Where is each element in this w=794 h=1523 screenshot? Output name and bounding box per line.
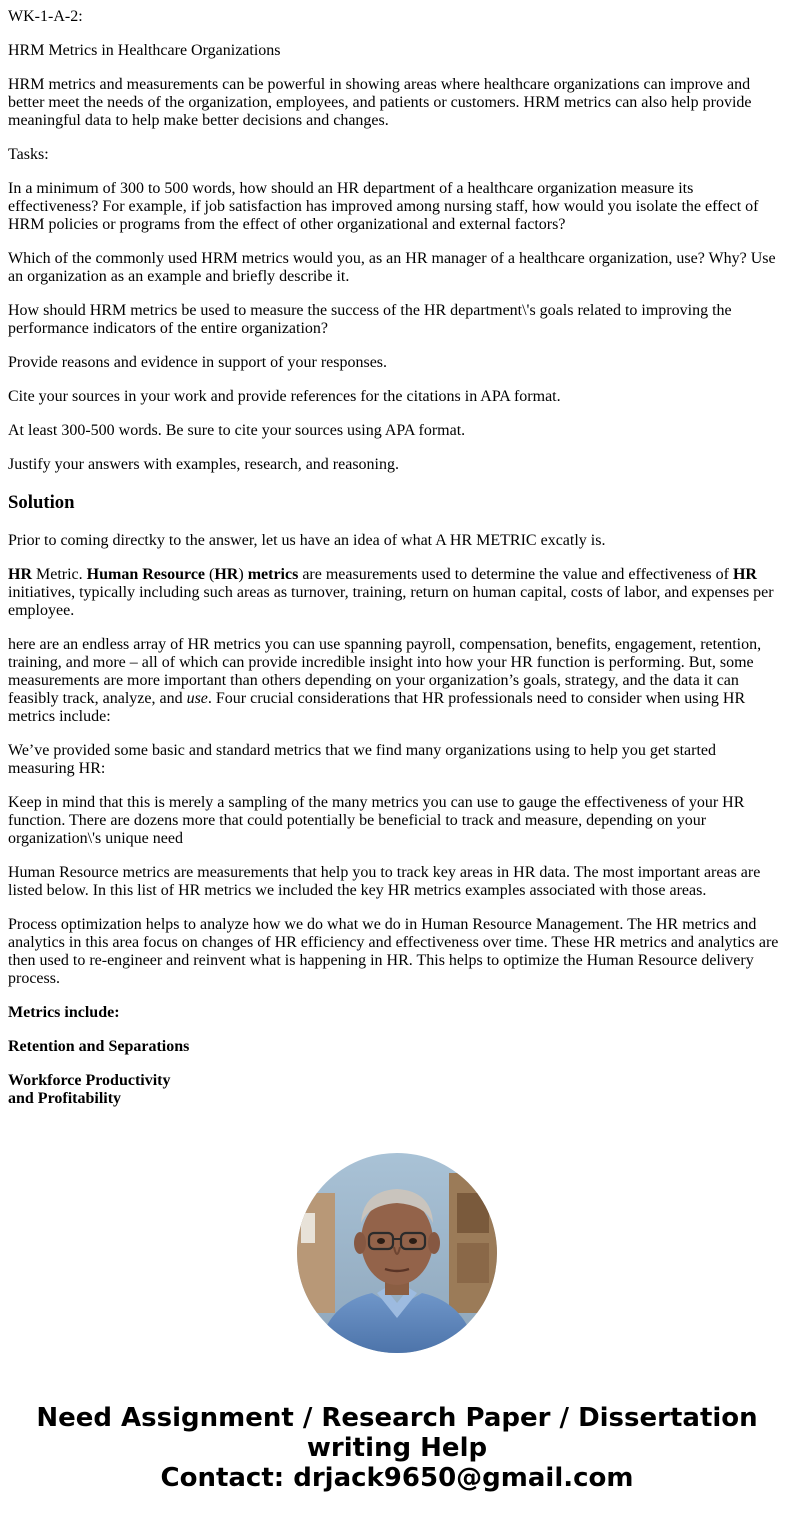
def-bold-3: HR xyxy=(214,566,239,583)
task-item: Which of the commonly used HRM metrics would you, as an HR manager of a healthcare organization, use? Why? Use an organization as an example and briefly describe it. xyxy=(8,250,776,285)
hr-metric-definition xyxy=(8,566,786,620)
def-bold-1: HR xyxy=(8,566,32,583)
def-text-4: are measurements used to determine the value and effectiveness of xyxy=(298,566,733,583)
task-item: At least 300-500 words. Be sure to cite your sources using APA format. xyxy=(8,422,466,439)
intro-paragraph: HRM metrics and measurements can be powerful in showing areas where healthcare organizations can improve and better meet the needs of the organization, employees, and patients or customers. HRM metrics can also help provide meaningful data to help make better decisions and changes. xyxy=(8,76,752,129)
basic-metrics-paragraph: We’ve provided some basic and standard metrics that we find many organizations using to help you get started measuring HR: xyxy=(8,742,717,777)
metrics-array-paragraph xyxy=(8,636,786,726)
array-text-emphasis: use xyxy=(186,690,208,707)
avatar-portrait xyxy=(297,1153,497,1353)
hr-metrics-paragraph: Human Resource metrics are measurements that help you to track key areas in HR data. The most important areas are listed below. In this list of HR metrics we included the key HR metrics examples associated with those areas. xyxy=(8,864,761,899)
footer-contact: Contact: drjack9650@gmail.com xyxy=(160,1463,634,1493)
task-item: In a minimum of 300 to 500 words, how should an HR department of a healthcare organization measure its effectiveness? For example, if job satisfaction has improved among nursing staff, how would you isolate the effect of HRM policies or programs from the effect of other organizational and external factors? xyxy=(8,180,759,233)
workforce-label: Workforce Productivity and Profitability xyxy=(8,1072,171,1107)
task-item: Justify your answers with examples, research, and reasoning. xyxy=(8,456,399,473)
def-bold-2: Human Resource xyxy=(86,566,206,583)
def-text-2: ( xyxy=(205,566,215,583)
footer-line-1: Need Assignment / Research Paper / Dissertation xyxy=(36,1403,758,1433)
footer-line-2: writing Help xyxy=(306,1433,488,1463)
solution-intro: Prior to coming directky to the answer, let us have an idea of what A HR METRIC excatly is. xyxy=(8,532,606,549)
task-item: Provide reasons and evidence in support of your responses. xyxy=(8,354,388,371)
assignment-code: WK-1-A-2: xyxy=(8,8,83,25)
tasks-label: Tasks: xyxy=(8,146,49,163)
metrics-include-label: Metrics include: xyxy=(8,1004,120,1021)
keep-in-mind-paragraph: Keep in mind that this is merely a sampling of the many metrics you can use to gauge the effectiveness of your HR function. There are dozens more that could potentially be beneficial to track and measure, depending on your organization\'s unique need xyxy=(8,794,745,847)
assignment-title: HRM Metrics in Healthcare Organizations xyxy=(8,42,281,59)
solution-heading: Solution xyxy=(8,492,75,513)
def-bold-5: HR xyxy=(732,566,757,583)
def-text-1: Metric. xyxy=(32,566,87,583)
process-optimization-paragraph: Process optimization helps to analyze how we do what we do in Human Resource Management. The HR metrics and analytics in this area focus on changes of HR efficiency and effectiveness over time. These HR metrics and analytics are then used to re-engineer and reinvent what is happening in HR. This helps to optimize the Human Resource delivery process. xyxy=(8,916,779,987)
footer-banner xyxy=(0,1403,794,1493)
task-item: How should HRM metrics be used to measure the success of the HR department\'s goals related to improving the performance indicators of the entire organization? xyxy=(8,302,732,337)
array-text-after: . Four crucial considerations that HR professionals need to consider when using HR metrics include: xyxy=(8,690,746,725)
def-text-5: initiatives, typically including such areas as turnover, training, return on human capital, costs of labor, and expenses per employee. xyxy=(8,584,774,619)
array-text-before: here are an endless array of HR metrics you can use spanning payroll, compensation, benefits, engagement, retention, training, and more – all of which can provide incredible insight into how your HR function is performing. But, some measurements are more important than others depending on your organization’s goals, strategy, and the data it can feasibly track, analyze, and xyxy=(8,636,762,707)
document-body xyxy=(8,0,786,1124)
task-item: Cite your sources in your work and provide references for the citations in APA format. xyxy=(8,388,561,405)
def-text-3: ) xyxy=(238,566,248,583)
author-avatar xyxy=(297,1153,497,1353)
retention-label: Retention and Separations xyxy=(8,1038,190,1055)
def-bold-4: metrics xyxy=(247,566,299,583)
